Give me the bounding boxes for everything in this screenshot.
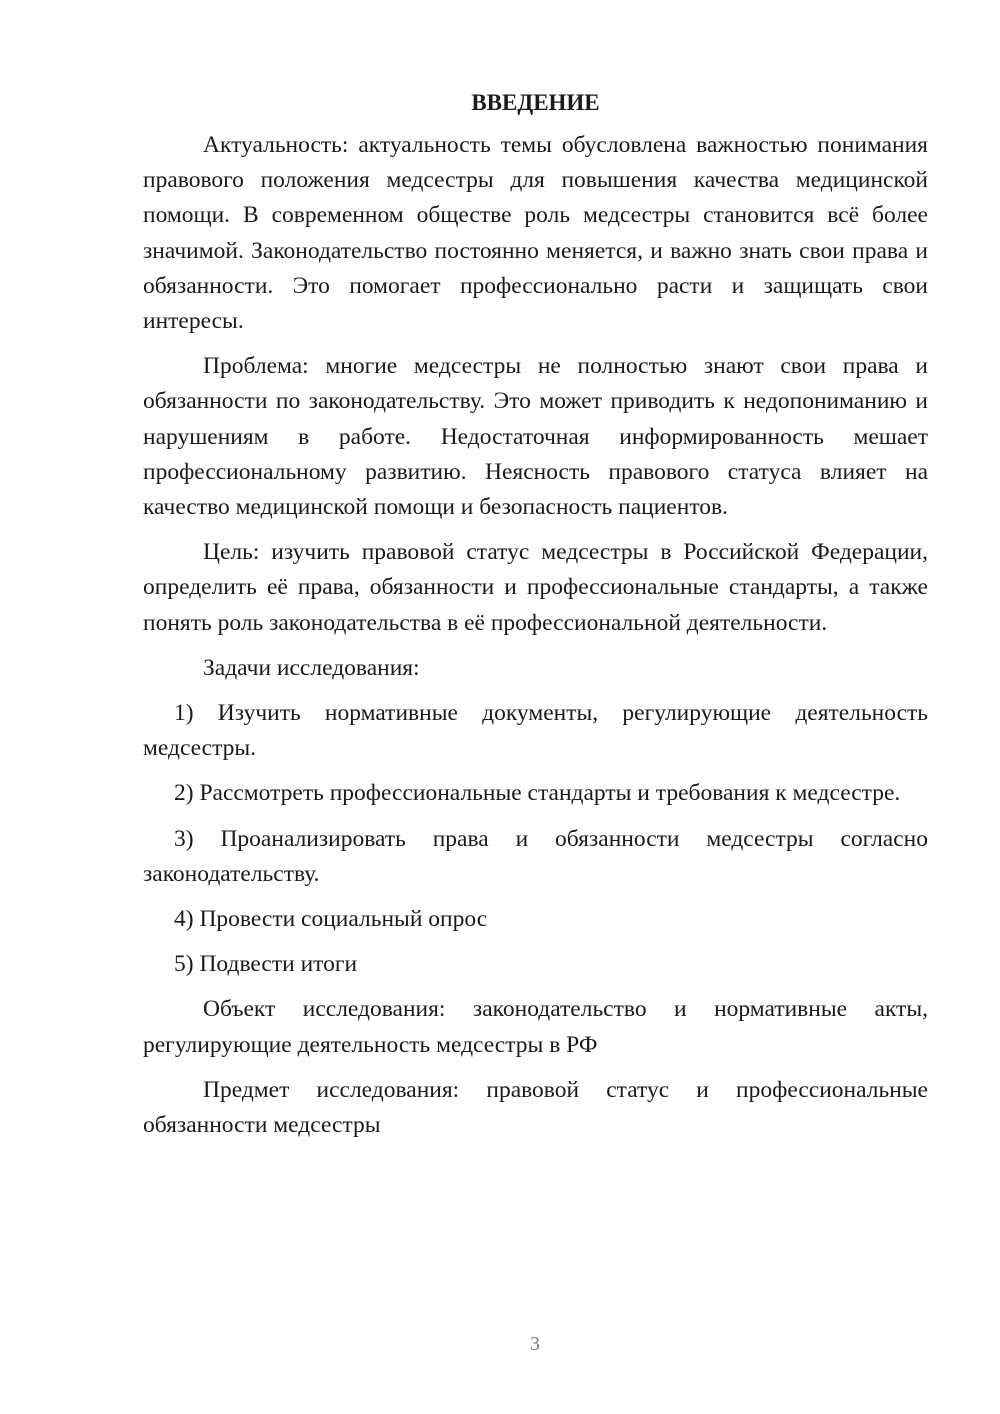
task-item: 5) Подвести итоги [174, 951, 358, 978]
tasks-heading: Задачи исследования: [203, 654, 420, 681]
goal-paragraph: Цель: изучить правовой статус медсестры в Российской Федерации, определить её права, обязанности и профессиональные стандарты, а также понять роль законодательства в её профессиональной деятельности. [143, 539, 928, 636]
task-item: 2) Рассмотреть профессиональные стандарты и требования к медсестре. [174, 780, 901, 807]
task-item: 4) Провести социальный опрос [174, 906, 488, 933]
research-object-paragraph: Объект исследования: законодательство и нормативные акты, регулирующие деятельность медсестры в РФ [143, 996, 928, 1058]
page-number: 3 [530, 1333, 540, 1355]
research-subject-paragraph: Предмет исследования: правовой статус и профессиональные обязанности медсестры [143, 1076, 928, 1139]
page-body [143, 88, 928, 1153]
task-item: 1) Изучить нормативные документы, регулирующие деятельность медсестры. [143, 700, 928, 762]
relevance-paragraph: Актуальность: актуальность темы обусловлена важностью понимания правового положения медсестры для повышения качества медицинской помощи. В современном обществе роль медсестры становится всё более значимой. Законодательство постоянно меняется, и важно знать свои права и обязанности. Это помогает профессионально расти и защищать свои интересы. [143, 132, 928, 335]
task-item: 3) Проанализировать права и обязанности медсестры согласно законодательству. [143, 825, 928, 887]
problem-paragraph: Проблема: многие медсестры не полностью знают свои права и обязанности по законодательству. Это может приводить к недопониманию и нарушениям в работе. Недостаточная информированность мешает профессиональному развитию. Неясность правового статуса влияет на качество медицинской помощи и безопасность пациентов. [143, 353, 928, 521]
page-title: ВВЕДЕНИЕ [471, 90, 600, 115]
